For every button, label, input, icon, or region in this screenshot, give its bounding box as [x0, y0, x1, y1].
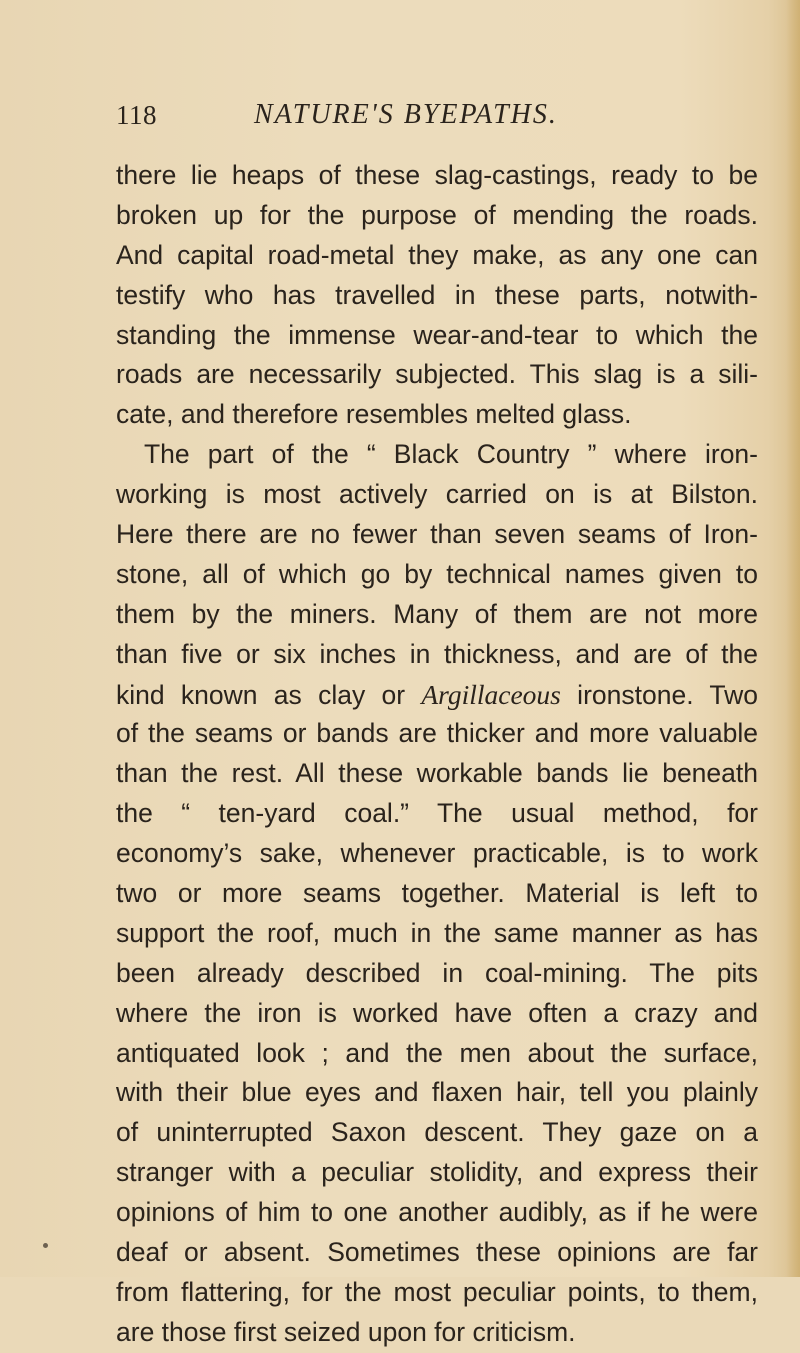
text-line: Here there are no fewer than seven seams of Iron- — [116, 519, 758, 550]
page-edge-shadow — [786, 0, 800, 1277]
text-line: of uninterrupted Saxon descent. They gaze on a — [116, 1117, 758, 1148]
text-line: of the seams or bands are thicker and more valuable — [116, 718, 758, 749]
text-line: with their blue eyes and flaxen hair, tell you plainly — [116, 1077, 758, 1108]
text-line: the “ ten-yard coal.” The usual method, for — [116, 798, 758, 829]
text-line: roads are necessarily subjected. This slag is a sili- — [116, 359, 758, 390]
text-line: where the iron is worked have often a crazy and — [116, 997, 758, 1028]
paragraph-start-line: The part of the “ Black Country ” where iron- — [144, 439, 758, 470]
paper-speck — [43, 1243, 48, 1248]
body-text — [116, 156, 758, 1353]
text-line: standing the immense wear-and-tear to which the — [116, 319, 758, 350]
italic-term: Argillaceous — [421, 678, 561, 710]
text-line: working is most actively carried on is at Bilston. — [116, 479, 758, 510]
text-line: than the rest. All these workable bands lie beneath — [116, 758, 758, 789]
text-line: been already described in coal-mining. The pits — [116, 957, 758, 988]
text-line: stone, all of which go by technical names given to — [116, 558, 758, 589]
text-segment: kind known as clay or — [116, 679, 422, 710]
text-line: broken up for the purpose of mending the roads. — [116, 199, 758, 230]
paragraph-end-line: cate, and therefore resembles melted glass. — [116, 399, 632, 430]
text-line: testify who has travelled in these parts, notwith- — [116, 279, 758, 310]
paragraph-end-line: are those first seized upon for criticism. — [116, 1316, 576, 1347]
text-line: two or more seams together. Material is left to — [116, 878, 758, 909]
text-line: stranger with a peculiar stolidity, and express their — [116, 1157, 758, 1188]
text-line: And capital road-metal they make, as any one can — [116, 239, 758, 270]
text-line: opinions of him to one another audibly, as if he were — [116, 1197, 758, 1228]
text-line: support the roof, much in the same manner as has — [116, 917, 758, 948]
text-line-with-italic — [116, 675, 758, 715]
text-line: economy’s sake, whenever practicable, is to work — [116, 838, 758, 869]
text-line: there lie heaps of these slag-castings, ready to be — [116, 160, 758, 190]
running-head — [116, 94, 758, 138]
text-line: them by the miners. Many of them are not more — [116, 598, 758, 629]
text-line: deaf or absent. Sometimes these opinions are far — [116, 1237, 758, 1268]
running-title: NATURE'S BYEPATHS. — [254, 99, 558, 130]
text-line: than five or six inches in thickness, and are of the — [116, 638, 758, 669]
page-number: 118 — [116, 100, 157, 130]
text-segment: ironstone. Two — [560, 679, 758, 710]
text-line: from flattering, for the most peculiar points, to them, — [116, 1276, 758, 1307]
text-line: antiquated look ; and the men about the surface, — [116, 1037, 758, 1068]
